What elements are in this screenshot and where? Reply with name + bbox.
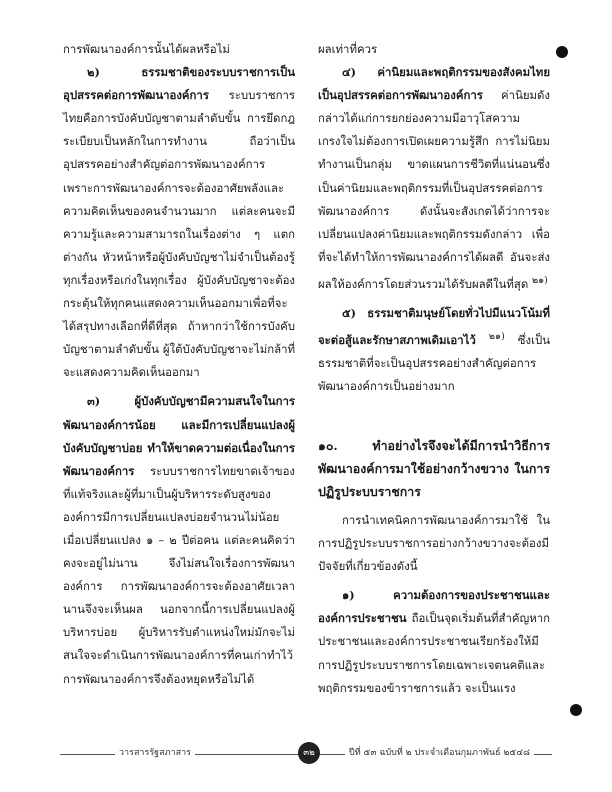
right-continuation-line: ผลเท่าที่ควร: [318, 42, 378, 56]
item-3-text-b: ระบบราชการไทยขาดเจ้าของที่แท้จริงและผู้ที่มาเป็นผู้บริหารระดับสูงขององค์การมีการเปลี่ยนแปลงบ่อยจำนวนไม่น้อยเมื่อเปลี่ยนแปลง ๑ – ๒ ปีต่อคน แต่ละคนคิดว่าคงจะอยู่ไม่นาน จึงไม่สนใจเรื่องการพัฒนาองค์การ การพัฒนาองค์การจะต้องอาศัยเวลานานจึงจะเห็นผล นอกจากนี้การเปลี่ยนแปลงผู้บริหารบ่อย ผู้บริหารรับตำแหน่งใหม่มักจะไม่สนใจจะดำเนินการพัฒนาองค์การที่คนเก่าทำไว้ การพัฒนาองค์การจึงต้องหยุดหรือไม่ได้: [63, 463, 295, 686]
page-footer: [60, 742, 552, 766]
footnote-ref-b: ๒๑): [488, 330, 505, 342]
section-10-intro: การนำเทคนิคการพัฒนาองค์การมาใช้ ในการปฏิรูประบบราชการอย่างกว้างขวางจะต้องมีปัจจัยที่เกี่ยวข้องดังนี้: [318, 513, 550, 574]
item-3-title: ๓) ผู้บังคับบัญชามีความสนใจในการพัฒนาองค์การน้อย: [63, 394, 295, 432]
sub-1-title: ๑) ความต้องการของประชาชนและองค์การประชาชน: [318, 588, 550, 626]
left-continuation-line: การพัฒนาองค์การนั้นได้ผลหรือไม่: [63, 42, 230, 56]
item-5-paragraph: [318, 302, 550, 398]
item-2-title: ๒) ธรรมชาติของระบบราชการเป็นอุปสรรคต่อการพัฒนาองค์การ: [63, 65, 295, 103]
right-column: [318, 38, 550, 700]
item-4-text: ค่านิยมดังกล่าวได้แก่การยกย่องความมีอาวุโสความเกรงใจไม่ต้องการเปิดเผยความรู้สึก การไม่นิยมทำงานเป็นกลุ่ม ขาดแผนการชีวิตที่แน่นอนซึ่งเป็นค่านิยมและพฤติกรรมที่เป็นอุปสรรคต่อการพัฒนาองค์การ ดังนั้นจะสังเกตได้ว่าการจะเปลี่ยนแปลงค่านิยมและพฤติกรรมดังกล่าว เพื่อที่จะได้ทำให้การพัฒนาองค์การได้ผลดี อันจะส่งผลให้องค์การโดยส่วนรวมได้รับผลดีในที่สุด: [318, 88, 550, 291]
sub-1-paragraph: [318, 584, 550, 699]
item-4-paragraph: [318, 61, 550, 296]
item-4-title: ๔) ค่านิยมและพฤติกรรมของสังคมไทยเป็นอุปสรรคต่อการพัฒนาองค์การ: [318, 65, 550, 103]
punch-hole-top: [556, 46, 568, 58]
section-10-heading: ๑๐. ทำอย่างไรจึงจะได้มีการนำวิธีการพัฒนาองค์การมาใช้อย่างกว้างขวาง ในการปฏิรูประบบราชการ: [318, 438, 550, 499]
left-column: [63, 38, 295, 691]
sub-1-text: ถือเป็นจุดเริ่มต้นที่สำคัญหากประชาชนและองค์การประชาชนเรียกร้องให้มีการปฏิรูประบบราชการโดยเฉพาะเจตนคติและพฤติกรรมของข้าราชการแล้ว จะเป็นแรง: [318, 611, 550, 695]
footer-journal-name: วารสารรัฐสภาสาร: [115, 745, 195, 759]
punch-hole-bottom: [570, 704, 582, 716]
footnote-ref-a: ๒๑): [531, 274, 548, 286]
item-5-title: ๕) ธรรมชาติมนุษย์โดยทั่วไปมีแนวโน้มที่จะต่อสู้และรักษาสภาพเดิมเอาไว้: [318, 305, 550, 347]
item-2-text-a: ระบบราชการไทยคือการบังคับบัญชาตามลำดับขั้น: [63, 88, 295, 126]
page-number: ๓๒: [298, 742, 320, 764]
item-2-paragraph: [63, 61, 295, 384]
item-3-text-a: และมีการเปลี่ยนแปลงผู้บังคับบัญชาบ่อย ทำให้ขาดความต่อเนื่องในการพัฒนาองค์การ: [63, 417, 295, 478]
item-5-text: ซึ่งเป็นธรรมชาติที่จะเป็นอุปสรรคอย่างสำคัญต่อการพัฒนาองค์การเป็นอย่างมาก: [318, 332, 550, 393]
item-3-paragraph: [63, 390, 295, 690]
item-2-text-b: การยึดกฎระเบียบเป็นหลักในการทำงาน ถือว่าเป็นอุปสรรคอย่างสำคัญต่อการพัฒนาองค์การ เพราะการพัฒนาองค์การจะต้องอาศัยพลังและความคิดเห็นของคนจำนวนมาก แต่ละคนจะมีความรู้และความสามารถในเรื่องต่าง ๆ แตกต่างกัน หัวหน้าหรือผู้บังคับบัญชาไม่จำเป็นต้องรู้ทุกเรื่องหรือเก่งในทุกเรื่อง ผู้บังคับบัญชาจะต้องกระตุ้นให้ทุกคนแสดงความเห็นออกมาเพื่อที่จะได้สรุปทางเลือกที่ดีที่สุด ถ้าหากว่าใช้การบังคับบัญชาตามลำดับขั้น ผู้ใต้บังคับบัญชาจะไม่กล้าที่จะแสดงความคิดเห็นออกมา: [63, 111, 295, 380]
footer-issue-info: ปีที่ ๕๓ ฉบับที่ ๒ ประจำเดือนกุมภาพันธ์ ๒๕๔๘: [345, 745, 534, 759]
